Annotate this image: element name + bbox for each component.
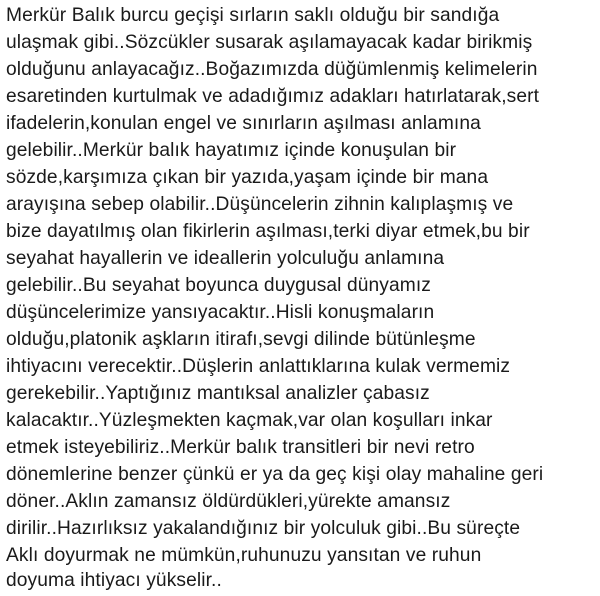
text-line: dirilir..Hazırlıksız yakalandığınız bir yolculuk gibi..Bu süreçte	[6, 518, 521, 539]
text-line: ifadelerin,konulan engel ve sınırların aşılması anlamına	[6, 113, 481, 134]
text-line: gelebilir..Merkür balık hayatımız içinde konuşulan bir	[6, 140, 457, 161]
text-line: bize dayatılmış olan fikirlerin aşılması,terki diyar etmek,bu bir	[6, 221, 530, 242]
text-line: olduğunu anlayacağız..Boğazımızda düğümlenmiş kelimelerin	[6, 59, 538, 80]
text-line: ulaşmak gibi..Sözcükler susarak aşılamayacak kadar birikmiş	[6, 32, 533, 53]
text-line: döner..Aklın zamansız öldürdükleri,yürekte amansız	[6, 491, 451, 512]
text-line: seyahat hayallerin ve ideallerin yolculuğu anlamına	[6, 248, 445, 269]
text-line: gelebilir..Bu seyahat boyunca duygusal dünyamız	[6, 275, 431, 296]
text-line: etmek isteyebiliriz..Merkür balık transitleri bir nevi retro	[6, 437, 475, 458]
text-line: olduğu,platonik aşkların itirafı,sevgi dilinde bütünleşme	[6, 329, 476, 350]
text-line: ihtiyacını verecektir..Düşlerin anlattıklarına kulak vermemiz	[6, 356, 511, 377]
text-line: kalacaktır..Yüzleşmekten kaçmak,var olan koşulları inkar	[6, 410, 493, 431]
text-line: sözde,karşımıza çıkan bir yazıda,yaşam içinde bir mana	[6, 167, 489, 188]
text-line: arayışına sebep olabilir..Düşüncelerin zihnin kalıplaşmış ve	[6, 194, 514, 215]
text-line: gerekebilir..Yaptığınız mantıksal analizler çabasız	[6, 383, 430, 404]
text-line: doyuma ihtiyacı yükselir..	[6, 570, 222, 591]
text-line: Aklı doyurmak ne mümkün,ruhunuzu yansıtan ve ruhun	[6, 545, 482, 566]
text-line: dönemlerine benzer çünkü er ya da geç kişi olay mahaline geri	[6, 464, 544, 485]
text-line: esaretinden kurtulmak ve adadığımız adakları hatırlatarak,sert	[6, 86, 540, 107]
text-line: Merkür Balık burcu geçişi sırların saklı olduğu bir sandığa	[6, 5, 500, 26]
text-line: düşüncelerimize yansıyacaktır..Hisli konuşmaların	[6, 302, 435, 323]
